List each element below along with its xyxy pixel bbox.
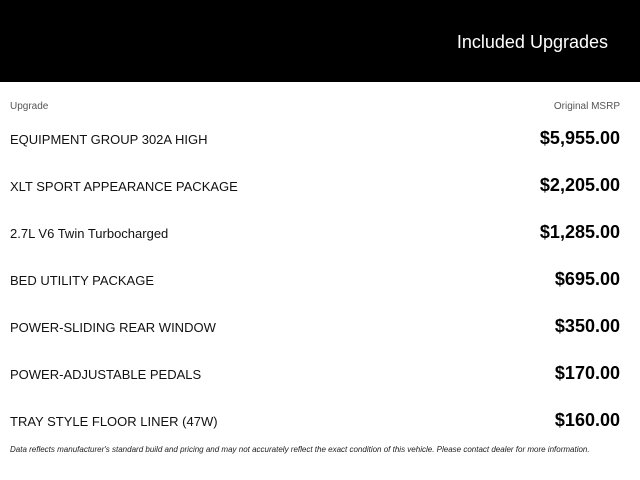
list-item (0, 218, 640, 248)
list-item (0, 124, 640, 154)
list-item (0, 312, 640, 342)
upgrade-price: $695.00 (554, 269, 620, 289)
header-bar (0, 0, 640, 82)
upgrade-name: POWER-SLIDING REAR WINDOW (10, 320, 216, 335)
disclaimer-text: Data reflects manufacturer's standard build and pricing and may not accurately reflect the exact condition of this vehicle. Please contact dealer for more information. (10, 445, 590, 454)
list-item (0, 359, 640, 389)
list-item (0, 265, 640, 295)
column-header-row (0, 99, 640, 115)
upgrade-price: $170.00 (554, 363, 620, 383)
upgrade-price: $160.00 (554, 410, 620, 430)
upgrade-name: 2.7L V6 Twin Turbocharged (10, 226, 169, 241)
upgrade-name: XLT SPORT APPEARANCE PACKAGE (10, 179, 238, 194)
upgrade-name: TRAY STYLE FLOOR LINER (47W) (10, 414, 218, 429)
list-item (0, 406, 640, 436)
column-header-msrp: Original MSRP (553, 101, 620, 112)
upgrade-name: BED UTILITY PACKAGE (10, 273, 155, 288)
upgrade-price: $350.00 (554, 316, 620, 336)
upgrade-name: POWER-ADJUSTABLE PEDALS (10, 367, 202, 382)
upgrade-price: $2,205.00 (539, 175, 620, 195)
page-title: Included Upgrades (456, 32, 608, 52)
upgrade-name: EQUIPMENT GROUP 302A HIGH (10, 132, 208, 147)
column-header-upgrade: Upgrade (10, 101, 49, 112)
upgrade-price: $5,955.00 (539, 128, 620, 148)
upgrade-price: $1,285.00 (539, 222, 620, 242)
list-item (0, 171, 640, 201)
